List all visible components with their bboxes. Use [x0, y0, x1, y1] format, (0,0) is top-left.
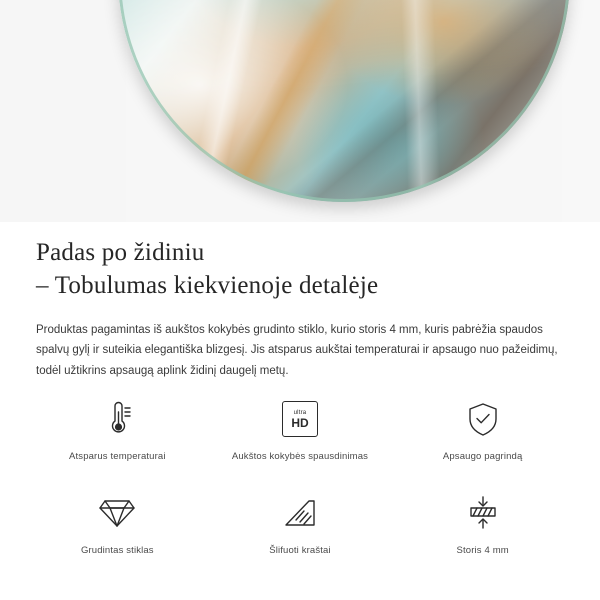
- polished-edges-icon: [277, 490, 323, 536]
- feature-label: Aukštos kokybės spausdinimas: [231, 451, 369, 462]
- description-content: [0, 222, 600, 381]
- feature-item: [209, 490, 392, 556]
- feature-label: Šlifuoti kraštai: [269, 545, 331, 556]
- feature-item: [26, 490, 209, 556]
- thickness-arrows-icon: [460, 490, 506, 536]
- shield-check-icon: [460, 396, 506, 442]
- feature-label: Storis 4 mm: [456, 545, 509, 556]
- hd-text: HD: [291, 415, 309, 430]
- ultra-hd-icon: [277, 396, 323, 442]
- headline-line-2: – Tobulumas kiekvienoje detalėje: [36, 272, 379, 299]
- hero-image: [0, 0, 600, 222]
- diamond-icon: [94, 490, 140, 536]
- feature-item: [391, 396, 574, 462]
- feature-grid: [0, 396, 600, 556]
- feature-label: Grudintas stiklas: [80, 545, 154, 556]
- page-title: [0, 222, 600, 302]
- round-glass-board: [118, 0, 570, 202]
- headline-line-1: Padas po židiniu: [36, 239, 205, 266]
- thermometer-icon: [94, 396, 140, 442]
- description-paragraph: Produktas pagamintas iš aukštos kokybės grudinto stiklo, kurio storis 4 mm, kuris pabrėžia spaudos spalvų gylį ir suteikia elegantiška blizgesį. Jis atsparus aukštai temperaturai ir apsaugo nuo pažeidimų, todėl užtikrins apsaugą aplink židinį daugelį metų.: [36, 324, 558, 377]
- feature-item: [391, 490, 574, 556]
- feature-label: Apsaugo pagrindą: [442, 451, 523, 462]
- hero-left-gutter: [0, 0, 126, 222]
- feature-item: [26, 396, 209, 462]
- feature-label: Atsparus temperaturai: [69, 451, 166, 462]
- ultra-text: ultra: [293, 409, 307, 416]
- feature-item: [209, 396, 392, 462]
